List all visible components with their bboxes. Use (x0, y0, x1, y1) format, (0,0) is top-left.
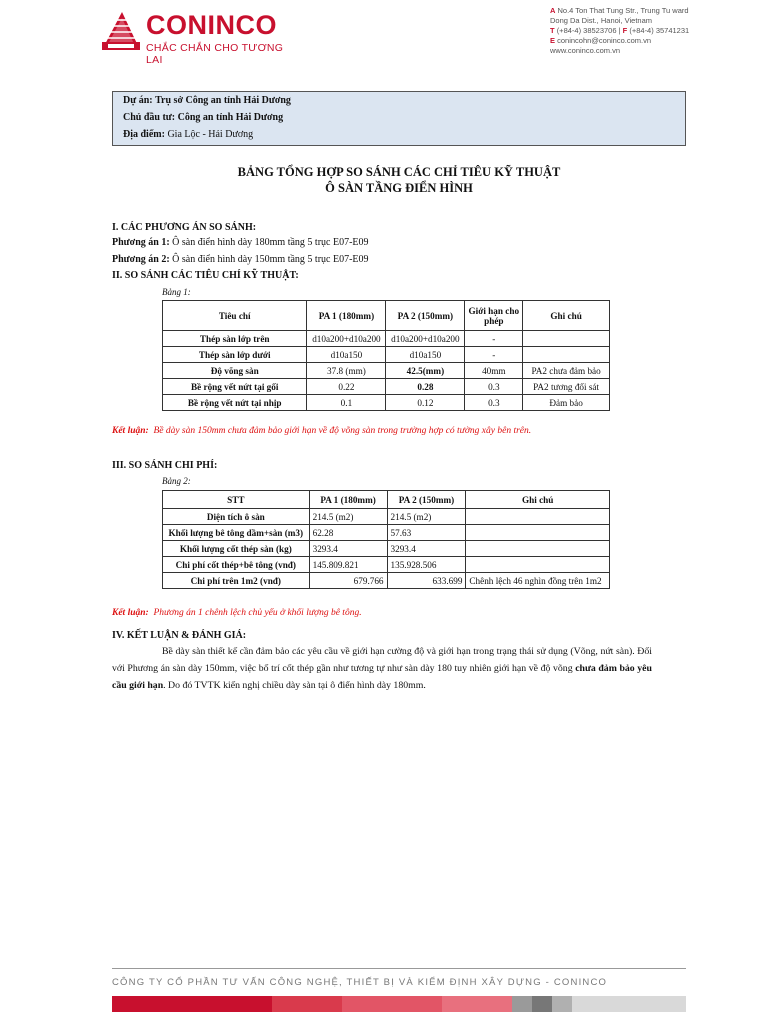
table-cell: d10a150 (386, 347, 465, 363)
table-cell: Chênh lệch 46 nghìn đồng trên 1m2 (466, 573, 610, 589)
paragraph-emphasis: chưa đảm bảo yêu cầu giới hạn (112, 663, 652, 691)
footer-company-name: CÔNG TY CỔ PHẦN TƯ VẤN CÔNG NGHỆ, THIẾT BỊ VÀ KIỂM ĐỊNH XÂY DỰNG - CONINCO (112, 977, 608, 988)
table-cell (466, 525, 610, 541)
website-link[interactable]: www.coninco.com.vn (550, 46, 621, 55)
footer-color-bar (112, 996, 686, 1012)
conclusion-label: Kết luận: (112, 608, 149, 618)
phone-prefix: T (550, 26, 555, 35)
contact-block: A No.4 Ton That Tung Str., Trung Tu ward Dong Da Dist., Hanoi, Vietnam T (+84-4) 38523706 | F (+84-4) 35741231 E conincohn@coninco.com.vn www.coninco.com.vn (550, 6, 690, 55)
table-cell: 145.809.821 (309, 557, 387, 573)
section4-heading: IV. KẾT LUẬN & ĐÁNH GIÁ: (112, 630, 247, 641)
table2-caption: Bảng 2: (162, 476, 191, 486)
table-cell (466, 557, 610, 573)
table-cell: Chi phí cốt thép+bê tông (vnđ) (163, 557, 310, 573)
table-cell: - (465, 347, 523, 363)
table-cell: 0.3 (465, 395, 523, 411)
table-cell: Thép sàn lớp trên (163, 331, 307, 347)
option2-line (112, 254, 369, 265)
table-cell (466, 541, 610, 557)
table-row (163, 379, 610, 395)
table-cell: 0.1 (307, 395, 386, 411)
table-cell (523, 347, 610, 363)
conclusion-label: Kết luận: (112, 426, 149, 436)
address-line1: No.4 Ton That Tung Str., Trung Tu ward (557, 6, 689, 15)
section3-heading: III. SO SÁNH CHI PHÍ: (112, 460, 218, 471)
table-row (163, 363, 610, 379)
table-cell: Bề rộng vết nứt tại nhịp (163, 395, 307, 411)
cost-comparison-table (162, 490, 610, 589)
table2-conclusion (112, 608, 362, 618)
table-row (163, 331, 610, 347)
document-title-line1: BẢNG TỔNG HỢP SO SÁNH CÁC CHỈ TIÊU KỸ THUẬT (237, 165, 561, 179)
table-row (163, 557, 610, 573)
table-cell: - (465, 331, 523, 347)
table1-caption: Bảng 1: (162, 287, 191, 297)
table-cell: 37.8 (mm) (307, 363, 386, 379)
project-label: Dự án: (123, 95, 153, 106)
address-prefix: A (550, 6, 556, 15)
table-cell: Đảm bảo (523, 395, 610, 411)
section2-heading: II. SO SÁNH CÁC TIÊU CHÍ KỸ THUẬT: (112, 270, 299, 281)
location-line (123, 129, 253, 140)
table-cell: 0.3 (465, 379, 523, 395)
project-info-box (112, 91, 686, 146)
investor-value: Công an tỉnh Hải Dương (177, 112, 284, 123)
footer-divider (112, 968, 686, 969)
table-cell: Chi phí trên 1m2 (vnđ) (163, 573, 310, 589)
table-cell: 57.63 (387, 525, 466, 541)
table2-header-row (163, 491, 610, 509)
table-cell: PA2 chưa đảm bảo (523, 363, 610, 379)
project-name-line (123, 95, 291, 106)
table-cell (523, 331, 610, 347)
table-cell: 214.5 (m2) (387, 509, 466, 525)
table2-header-cell: PA 1 (180mm) (309, 491, 387, 509)
investor-line (123, 112, 283, 123)
table-cell: d10a200+d10a200 (386, 331, 465, 347)
email-link[interactable]: conincohn@coninco.com.vn (557, 36, 652, 45)
table-cell: Độ võng sàn (163, 363, 307, 379)
table-cell: d10a200+d10a200 (307, 331, 386, 347)
logo-slogan: CHẮC CHẮN CHO TƯƠNG LAI (146, 42, 284, 66)
table-cell: 3293.4 (387, 541, 466, 557)
table-cell: PA2 tương đối sát (523, 379, 610, 395)
document-title-line2: Ô SÀN TẦNG ĐIỂN HÌNH (325, 181, 473, 195)
option1-text: Ô sàn điển hình dày 180mm tầng 5 trục E07-E09 (172, 237, 369, 248)
table1-header-cell: Ghi chú (523, 301, 610, 331)
table2-header-cell: STT (163, 491, 310, 509)
table-cell: 214.5 (m2) (309, 509, 387, 525)
table-cell: Khối lượng bê tông dầm+sàn (m3) (163, 525, 310, 541)
table-cell: Khối lượng cốt thép sàn (kg) (163, 541, 310, 557)
technical-comparison-table (162, 300, 610, 411)
table-cell: 3293.4 (309, 541, 387, 557)
table-row (163, 347, 610, 363)
table-cell (466, 509, 610, 525)
email-prefix: E (550, 36, 556, 45)
table-row (163, 573, 610, 589)
conclusion-text: Phương án 1 chênh lệch chủ yếu ở khối lượng bê tông. (153, 608, 362, 618)
section1-heading: I. CÁC PHƯƠNG ÁN SO SÁNH: (112, 222, 257, 233)
table2-header-cell: Ghi chú (466, 491, 610, 509)
coninco-logo-icon (100, 8, 142, 52)
table-row (163, 525, 610, 541)
option1-label: Phương án 1: (112, 237, 170, 248)
table-cell: 0.28 (386, 379, 465, 395)
conclusion-paragraph (112, 643, 652, 694)
table2-header-cell: PA 2 (150mm) (387, 491, 466, 509)
table1-header-cell: Giới hạn cho phép (465, 301, 523, 331)
table-cell: d10a150 (307, 347, 386, 363)
location-label: Địa điểm: (123, 129, 165, 140)
table-cell: 633.699 (387, 573, 466, 589)
paragraph-text-end: . Do đó TVTK kiến nghị chiều dày sàn tại ô điển hình dày 180mm. (163, 680, 426, 691)
table1-header-cell: Tiêu chí (163, 301, 307, 331)
paragraph-text: Bề dày sàn thiết kế cần đảm bảo các yêu cầu về giới hạn cường độ và giới hạn trong trạng thái sử dụng (Võng, nứt sàn). Đối với Phương án sàn dày 150mm, việc bố trí cốt thép gần như tương tự như sàn dày 180 tuy nhiên giới hạn về độ võng (112, 646, 652, 674)
table1-header-row (163, 301, 610, 331)
option2-label: Phương án 2: (112, 254, 170, 265)
table-cell: Bề rộng vết nứt tại gối (163, 379, 307, 395)
table-cell: 0.12 (386, 395, 465, 411)
option1-line (112, 237, 369, 248)
table-row (163, 541, 610, 557)
option2-text: Ô sàn điển hình dày 150mm tầng 5 trục E07-E09 (172, 254, 369, 265)
company-logo (100, 8, 300, 66)
table-cell: 40mm (465, 363, 523, 379)
table-cell: Thép sàn lớp dưới (163, 347, 307, 363)
table1-header-cell: PA 1 (180mm) (307, 301, 386, 331)
address-line2: Dong Da Dist., Hanoi, Vietnam (550, 16, 652, 25)
conclusion-text: Bề dày sàn 150mm chưa đảm bảo giới hạn về độ võng sàn trong trường hợp có tường xây bên trên. (153, 426, 532, 436)
table-cell: 42.5(mm) (386, 363, 465, 379)
investor-label: Chủ đầu tư: (123, 112, 176, 123)
fax: (+84-4) 35741231 (629, 26, 690, 35)
table1-conclusion (112, 426, 531, 436)
location-value: Gia Lộc - Hải Dương (167, 129, 254, 140)
table-row (163, 509, 610, 525)
table-cell: 62.28 (309, 525, 387, 541)
phone: (+84-4) 38523706 (556, 26, 617, 35)
table-cell: 679.766 (309, 573, 387, 589)
logo-text: CONINCO (146, 10, 277, 40)
project-value: Trụ sở Công an tỉnh Hải Dương (155, 95, 291, 106)
table-row (163, 395, 610, 411)
table-cell: 135.928.506 (387, 557, 466, 573)
fax-prefix: F (622, 26, 628, 35)
table-cell: 0.22 (307, 379, 386, 395)
table-cell: Diện tích ô sàn (163, 509, 310, 525)
table1-header-cell: PA 2 (150mm) (386, 301, 465, 331)
